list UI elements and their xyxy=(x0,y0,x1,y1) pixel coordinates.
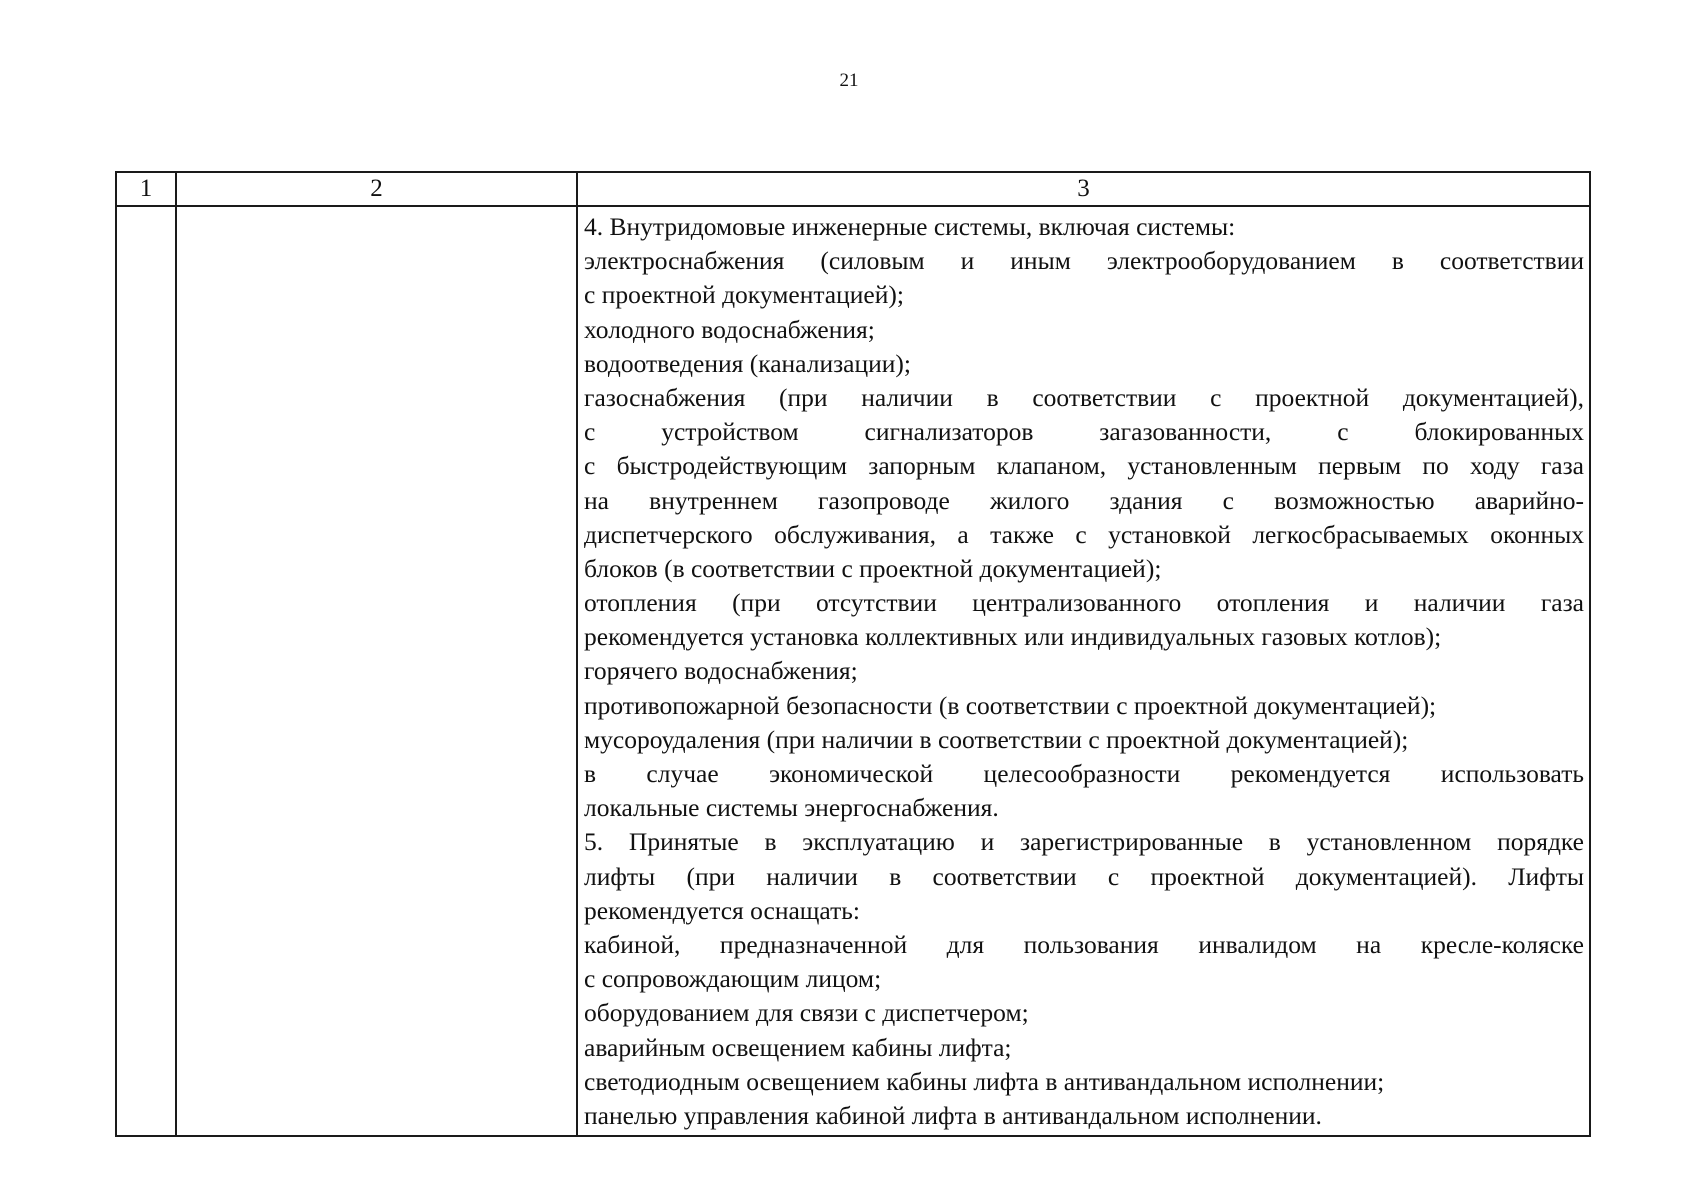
header-cell-2: 2 xyxy=(176,172,577,206)
text-line: противопожарной безопасности (в соответствии с проектной документацией); xyxy=(584,690,1437,720)
text-line: оборудованием для связи с диспетчером; xyxy=(584,998,1029,1028)
text-line: с устройством сигнализаторов загазованности, с блокированных xyxy=(584,417,1584,447)
header-cell-3: 3 xyxy=(577,172,1590,206)
header-cell-1: 1 xyxy=(116,172,176,206)
text-line: 4. Внутридомовые инженерные системы, включая системы: xyxy=(584,212,1236,241)
text-line: 5. Принятые в эксплуатацию и зарегистрированные в установленном порядке xyxy=(584,827,1584,857)
text-line: рекомендуется оснащать: xyxy=(584,895,860,925)
table-row xyxy=(116,206,1590,1136)
text-line: газоснабжения (при наличии в соответствии с проектной документацией), xyxy=(584,382,1584,412)
text-line: локальные системы энергоснабжения. xyxy=(584,793,999,823)
cell-text-block xyxy=(578,207,1589,1133)
text-line: с проектной документацией); xyxy=(584,280,904,310)
text-line: электроснабжения (силовым и иным электрооборудованием в соответствии xyxy=(584,246,1584,276)
row-cell-3 xyxy=(577,206,1590,1136)
row-cell-1 xyxy=(116,206,176,1136)
text-line: лифты (при наличии в соответствии с проектной документацией). Лифты xyxy=(584,861,1584,891)
text-line: панелью управления кабиной лифта в антивандальном исполнении. xyxy=(584,1100,1322,1130)
text-line: с быстродействующим запорным клапаном, установленным первым по ходу газа xyxy=(584,451,1584,481)
text-line: мусороудаления (при наличии в соответствии с проектной документацией); xyxy=(584,724,1409,754)
text-line: холодного водоснабжения; xyxy=(584,314,875,344)
text-line: блоков (в соответствии с проектной документацией); xyxy=(584,553,1162,583)
text-line: отопления (при отсутствии централизованного отопления и наличии газа xyxy=(584,588,1584,618)
page-number: 21 xyxy=(839,70,859,91)
text-line: водоотведения (канализации); xyxy=(584,348,912,378)
text-line: светодиодным освещением кабины лифта в антивандальном исполнении; xyxy=(584,1066,1385,1096)
text-line: аварийным освещением кабины лифта; xyxy=(584,1032,1012,1062)
table-header-row xyxy=(116,172,1590,206)
text-line: горячего водоснабжения; xyxy=(584,656,858,686)
requirements-table xyxy=(115,171,1591,1137)
text-line: в случае экономической целесообразности рекомендуется использовать xyxy=(584,759,1584,788)
text-line: рекомендуется установка коллективных или индивидуальных газовых котлов); xyxy=(584,622,1442,652)
text-line: диспетчерского обслуживания, а также с установкой легкосбрасываемых оконных xyxy=(584,519,1584,549)
row-cell-2 xyxy=(176,206,577,1136)
text-line: с сопровождающим лицом; xyxy=(584,964,882,994)
text-line: на внутреннем газопроводе жилого здания с возможностью аварийно- xyxy=(584,485,1584,515)
text-line: кабиной, предназначенной для пользования инвалидом на кресле-коляске xyxy=(584,929,1584,959)
